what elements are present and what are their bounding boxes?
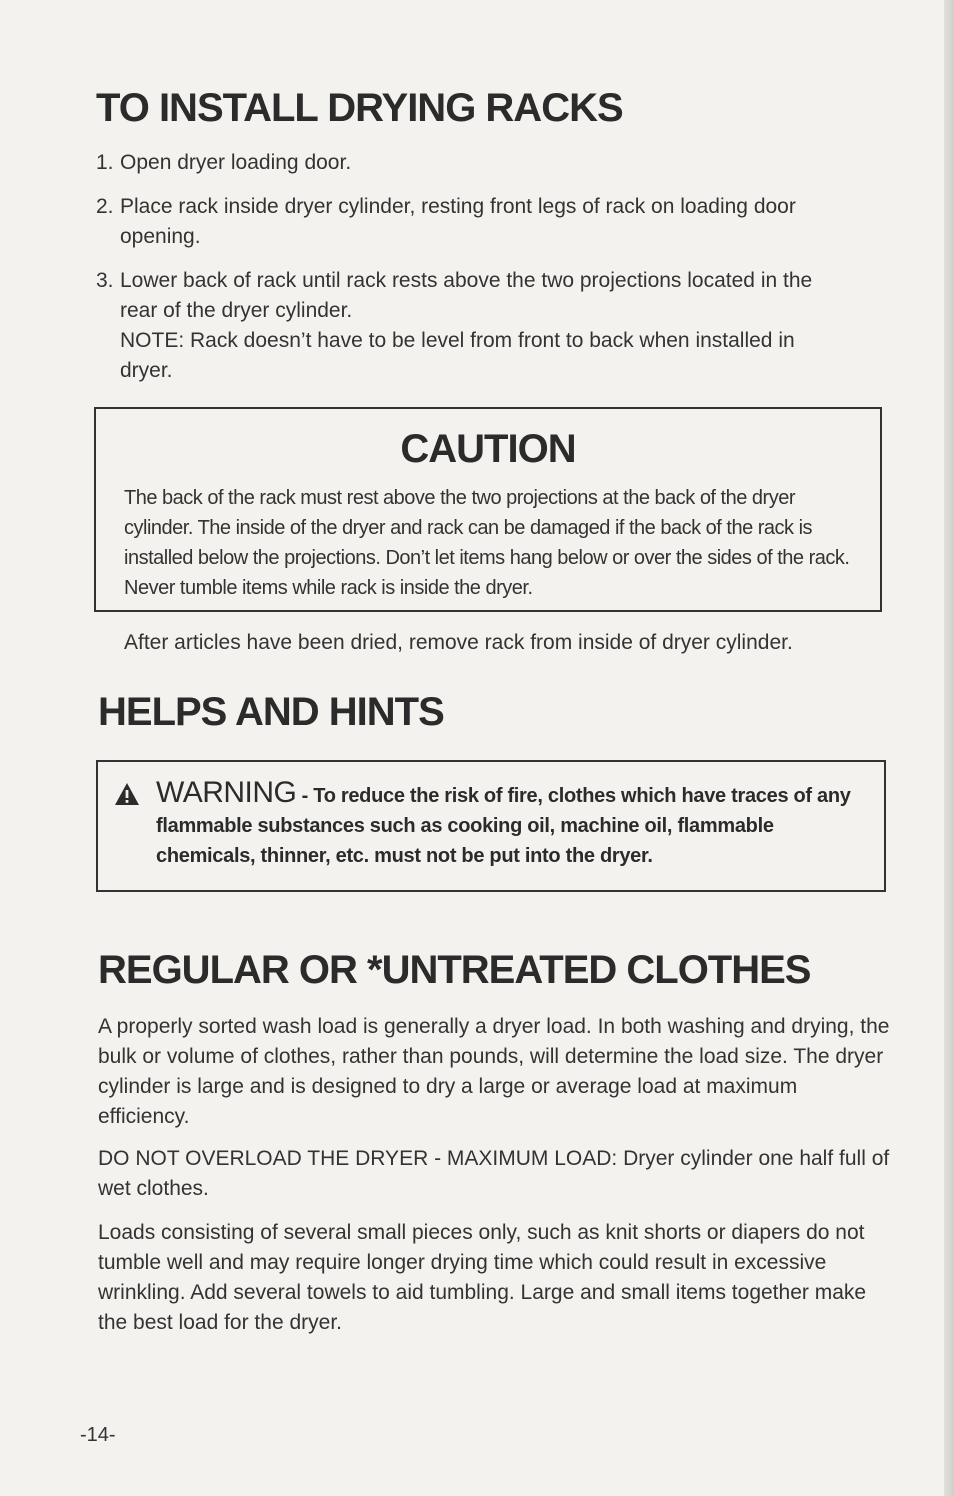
step-text: Open dryer loading door. xyxy=(120,151,352,174)
warning-triangle-icon xyxy=(114,782,140,806)
install-step-2 xyxy=(96,192,836,252)
install-step-3 xyxy=(96,266,836,386)
install-step-1 xyxy=(96,148,836,178)
caution-title: CAUTION xyxy=(400,427,576,471)
step-number: 2. xyxy=(96,195,114,218)
helps-hints-heading: HELPS AND HINTS xyxy=(98,690,444,734)
load-size-paragraph: A properly sorted wash load is generally a dryer load. In both washing and drying, the bulk or volume of clothes, rather than pounds, will determine the load size. The dryer cylinder is large and is designed to dry a large or average load at maximum efficiency. xyxy=(98,1015,890,1128)
install-steps-list xyxy=(96,148,836,400)
step-note: NOTE: Rack doesn’t have to be level from front to back when installed in dryer. xyxy=(120,329,795,382)
step-number: 1. xyxy=(96,151,114,174)
small-loads-paragraph: Loads consisting of several small pieces only, such as knit shorts or diapers do not tumble well and may require longer drying time which could result in excessive wrinkling. Add several towels to aid tumbling. Large and small items together make the best load for the dryer. xyxy=(98,1221,867,1334)
warning-label: WARNING xyxy=(156,776,297,809)
overload-paragraph: DO NOT OVERLOAD THE DRYER - MAXIMUM LOAD: Dryer cylinder one half full of wet clothes. xyxy=(98,1147,890,1200)
caution-text: The back of the rack must rest above the two projections at the back of the dryer cylinder. The inside of the dryer and rack can be damaged if the back of the rack is installed below the projections. Don’t let items hang below or over the sides of the rack. Never tumble items while rack is inside the dryer. xyxy=(124,487,850,599)
warning-box xyxy=(96,760,886,892)
warning-text-block xyxy=(156,778,876,871)
warning-text: - To reduce the risk of fire, clothes which have traces of any flammable substances such as cooking oil, machine oil, flammable chemicals, thinner, etc. must not be put into the dryer. xyxy=(156,785,851,867)
caution-box xyxy=(94,407,882,612)
step-number: 3. xyxy=(96,269,114,292)
page-number: -14- xyxy=(80,1424,116,1446)
page-edge xyxy=(944,0,954,1496)
step-text: Place rack inside dryer cylinder, resting front legs of rack on loading door opening. xyxy=(120,195,796,248)
install-racks-heading: TO INSTALL DRYING RACKS xyxy=(96,86,623,130)
regular-clothes-heading: REGULAR OR *UNTREATED CLOTHES xyxy=(98,948,811,992)
step-text: Lower back of rack until rack rests above the two projections located in the rear of the dryer cylinder. xyxy=(120,269,813,322)
after-drying-text: After articles have been dried, remove rack from inside of dryer cylinder. xyxy=(124,631,793,654)
